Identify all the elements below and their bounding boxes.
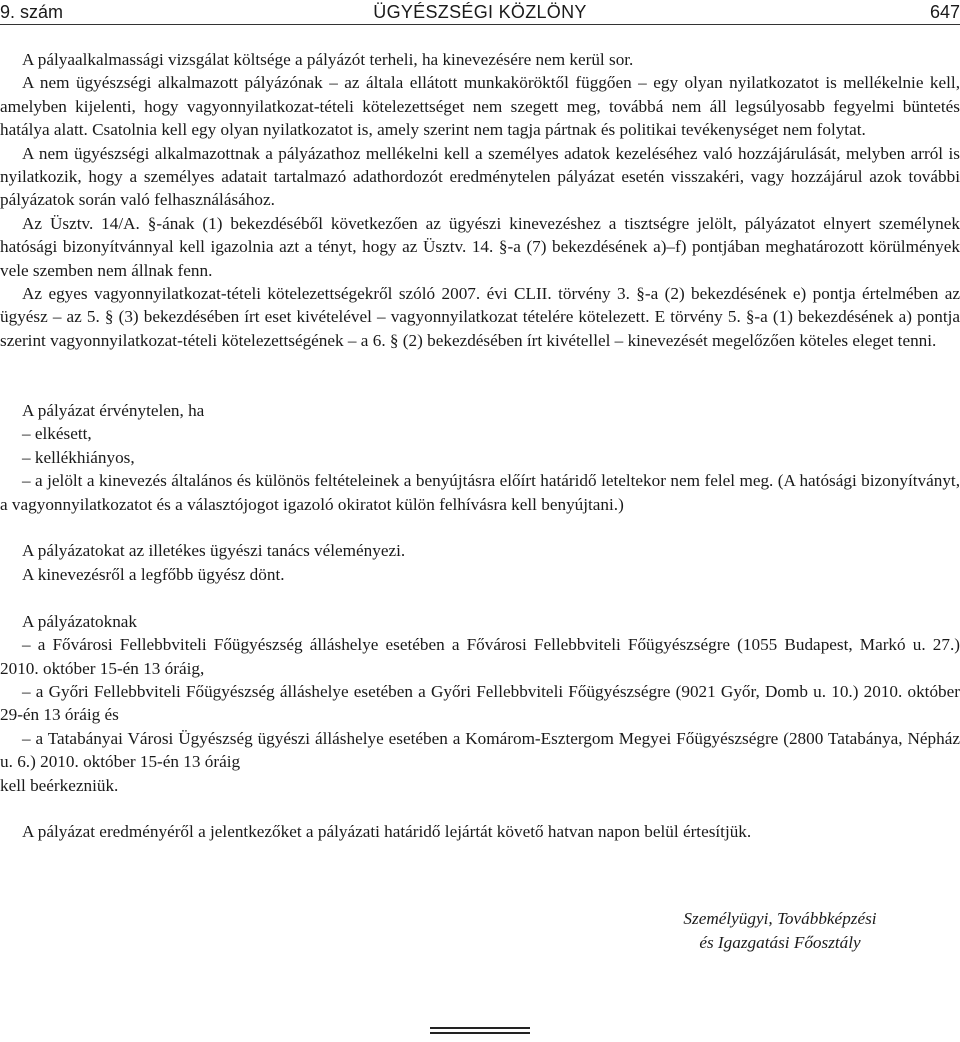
submit-item-gyor: – a Győri Fellebbviteli Főügyészség álláshelye esetében a Győri Fellebbviteli Főügyészségre (9021 Győr, Domb u. 10.) 2010. október 29-én 13 óráig és (0, 681, 960, 725)
submit-intro: A pályázatoknak (22, 611, 138, 631)
spacer (0, 352, 960, 375)
paragraph-cost: A pályaalkalmassági vizsgálat költsége a pályázót terheli, ha kinevezésére nem kerül sor. (22, 50, 634, 69)
invalid-item-conditions: – a jelölt a kinevezés általános és különös feltételeinek a benyújtásra előírt határidő leteltekor nem felel meg. (A hatósági bizonyítványt, a vagyonnyilatkozatot és a választójogot igazoló okiratot külön felhívásra kell benyújtani.) (0, 471, 960, 514)
page-header (0, 0, 960, 25)
invalid-item-incomplete: – kellékhiányos, (22, 447, 135, 467)
review-decision: A kinevezésről a legfőbb ügyész dönt. (22, 564, 285, 584)
end-double-rule (430, 1027, 530, 1034)
paragraph-data-consent: A nem ügyészségi alkalmazottnak a pályázathoz mellékelni kell a személyes adatok kezeléséhez való hozzájárulását, melyben arról is nyilatkozik, hogy a személyes adatait tartalmazó adathordozót eredménytelen pályázat esetén visszakéri, vagy hozzájárul azok további pályázatok során való felhasználásához. (0, 143, 960, 210)
submit-item-tatabanya: – a Tatabányai Városi Ügyészség ügyészi álláshelye esetében a Komárom-Esztergom Megyei Főügyészségre (2800 Tatabánya, Népház u. 6.) 2010. október 15-én 13 óráig (0, 728, 960, 772)
signature-block (620, 907, 940, 955)
spacer (0, 586, 960, 609)
spacer (0, 797, 960, 820)
paragraph-certificate: Az Üsztv. 14/A. §-ának (1) bekezdéséből következően az ügyészi kinevezéshez a tisztségre jelölt, pályázatot elnyert személynek hatósági bizonyítvánnyal kell igazolnia azt a tényt, hogy az Üsztv. 14. §-a (7) bekezdésének a)–f) pontjában meghatározott körülmények vele szemben nem állnak fenn. (0, 213, 960, 280)
review-council: A pályázatokat az illetékes ügyészi tanács véleményezi. (22, 541, 406, 561)
journal-title: ÜGYÉSZSÉGI KÖZLÖNY (373, 2, 587, 22)
document-body (0, 48, 960, 844)
signature-line-2: és Igazgatási Főosztály (699, 933, 861, 952)
submit-closing: kell beérkezniük. (0, 775, 119, 795)
issue-number: 9. szám (0, 2, 64, 22)
spacer (0, 516, 960, 539)
submit-item-budapest: – a Fővárosi Fellebbviteli Főügyészség álláshelye esetében a Fővárosi Fellebbviteli Főügyészségre (1055 Budapest, Markó u. 27.) 2010. október 15-én 13 óráig, (0, 635, 960, 678)
signature-line-1: Személyügyi, Továbbképzési (683, 909, 877, 928)
paragraph-declaration: A nem ügyészségi alkalmazott pályázónak – az általa ellátott munkaköröktől függően – egy olyan nyilatkozatot is mellékelnie kell, amelyben kijelenti, hogy vagyonnyilatkozat-tételi kötelezettséget nem szegett meg, továbbá nem áll legsúlyosabb fegyelmi büntetés hatálya alatt. Csatolnia kell egy olyan nyilatkozatot is, amely szerint nem tagja pártnak és politikai tevékenységet nem folytat. (0, 73, 960, 140)
result-notice: A pályázat eredményéről a jelentkezőket a pályázati határidő lejártát követő hatvan napon belül értesítjük. (22, 822, 752, 842)
paragraph-asset-declaration: Az egyes vagyonnyilatkozat-tételi kötelezettségekről szóló 2007. évi CLII. törvény 3. §-a (2) bekezdésének e) pontja értelmében az ügyész – az 5. § (3) bekezdésében írt eset kivételével – vagyonnyilatkozat tételére kötelezett. E törvény 5. §-a (1) bekezdésének a) pontja szerint vagyonnyilatkozat-tételi kötelezettségének – a 6. § (2) bekezdésében írt kivétellel – kinevezését megelőzően köteles eleget tenni. (0, 284, 960, 350)
spacer (0, 376, 960, 399)
invalid-intro: A pályázat érvénytelen, ha (22, 401, 205, 421)
invalid-item-late: – elkésett, (22, 424, 92, 444)
page-number: 647 (929, 2, 960, 22)
